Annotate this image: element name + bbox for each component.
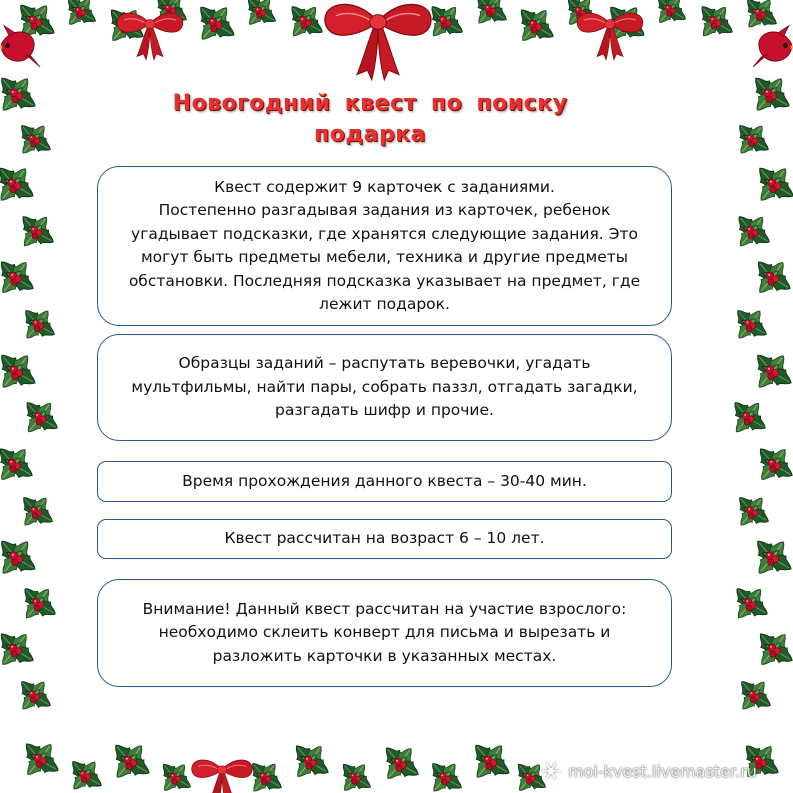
watermark bbox=[540, 760, 757, 782]
card-line: лежит подарок. bbox=[319, 295, 450, 313]
info-card-task-examples bbox=[97, 334, 672, 441]
title-line-1: Новогодний квест по поиску bbox=[172, 91, 568, 116]
card-line: Внимание! Данный квест рассчитан на участие взрослого: bbox=[142, 599, 627, 618]
card-line: разложить карточки в указанных местах. bbox=[212, 646, 557, 665]
card-line: могут быть предметы мебели, техника и другие предметы bbox=[140, 248, 628, 266]
card-text bbox=[143, 598, 627, 669]
card-line: Квест рассчитан на возраст 6 – 10 лет. bbox=[224, 529, 545, 548]
card-text bbox=[224, 527, 544, 551]
card-line: разгадать шифр и прочие. bbox=[275, 401, 494, 420]
card-line: Постепенно разгадывая задания из карточек, ребенок bbox=[158, 201, 611, 219]
right-garland bbox=[729, 72, 793, 713]
info-card-duration bbox=[97, 461, 672, 502]
info-card-description bbox=[97, 166, 672, 326]
page-title bbox=[110, 88, 630, 150]
card-line: угадывает подсказки, где хранятся следующие задания. Это bbox=[131, 224, 638, 243]
card-text bbox=[131, 352, 637, 423]
card-line: Квест содержит 9 карточек с заданиями. bbox=[214, 177, 555, 196]
watermark-text: moi-kvest.livemaster.ru bbox=[568, 761, 757, 781]
title-line-2: подарка bbox=[314, 122, 426, 147]
card-line: мультфильмы, найти пары, собрать паззл, отгадать загадки, bbox=[131, 377, 638, 396]
card-text bbox=[182, 470, 587, 494]
info-card-attention bbox=[97, 579, 672, 687]
card-line: Время прохождения данного квеста – 30-40 мин. bbox=[182, 471, 587, 490]
top-garland bbox=[0, 0, 793, 80]
info-card-age bbox=[97, 519, 672, 559]
snowflake-icon bbox=[540, 760, 562, 782]
card-line: Образцы заданий – распутать веревочки, угадать bbox=[178, 354, 591, 373]
card-line: обстановки. Последняя подсказка указывает на предмет, где bbox=[128, 271, 641, 290]
card-line: необходимо склеить конверт для письма и вырезать и bbox=[158, 623, 611, 642]
card-text bbox=[129, 176, 640, 317]
left-garland bbox=[0, 72, 61, 713]
